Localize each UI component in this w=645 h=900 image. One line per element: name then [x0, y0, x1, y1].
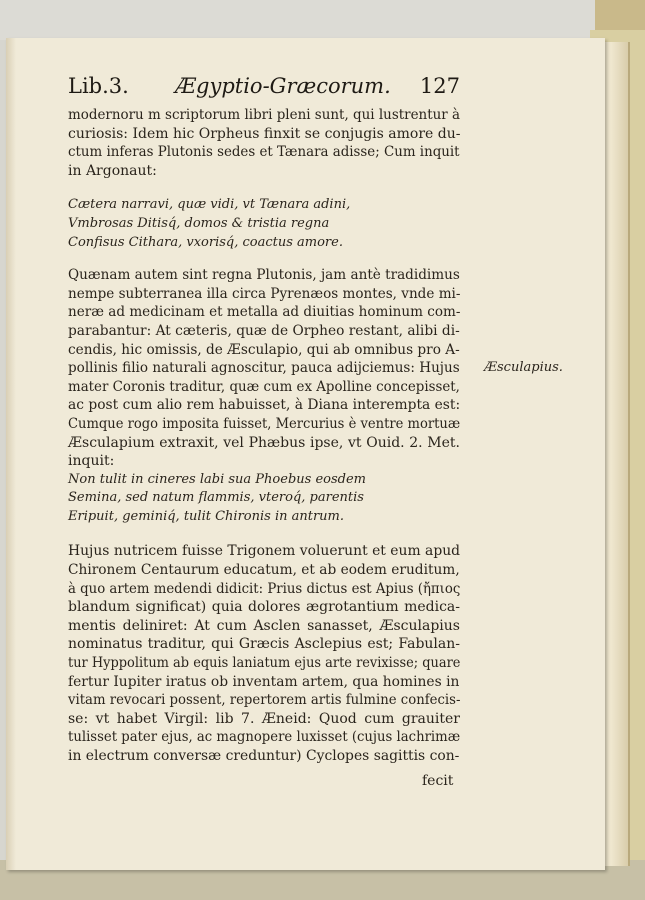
text-line: Cumque rogo imposita fuisset, Mercurius è ventre mortuæ — [68, 415, 461, 432]
text-line: nempe subterranea illa circa Pyrenæos montes, vnde mi- — [68, 285, 461, 302]
text-line: inquit: — [68, 453, 115, 470]
text-line: à quo artem medendi didicit: Prius dictus est Apius (ἤπιος — [68, 580, 461, 597]
book-number: Lib.3. — [68, 74, 129, 98]
text-line: ctum inferas Plutonis sedes et Tænara adisse; Cum inquit — [68, 144, 460, 161]
text-line: modernoru m scriptorum libri pleni sunt, qui lustrentur à — [68, 107, 461, 123]
text-line: tur Hyppolitum ab equis laniatum ejus arte revixisse; quare — [68, 655, 461, 672]
text-line: blandum significat) quia dolores ægrotantium medica- — [68, 599, 460, 616]
text-line: mentis deliniret: At cum Asclen sanasset, Æsculapius — [68, 617, 460, 634]
text-line: tulisset pater ejus, ac magnopere luxisset (cujus lachrimæ — [68, 729, 461, 746]
page-gutter — [6, 38, 16, 870]
text-line: neræ ad medicinam et metalla ad diuitias hominum com- — [68, 304, 461, 321]
verse-line: Non tulit in cineres labi sua Phoebus eosdem — [68, 471, 366, 487]
text-line: fertur Iupiter iratus ob inventam artem, qua homines in — [68, 673, 460, 690]
page-number: 127 — [419, 74, 460, 98]
text-line: Hujus nutricem fuisse Trigonem voluerunt et eum apud — [68, 543, 461, 560]
catchword: fecit — [422, 773, 454, 789]
margin-note: Æsculapius. — [484, 360, 563, 375]
text-line: in electrum conversæ creduntur) Cyclopes sagittis con- — [68, 748, 460, 764]
paragraph-2 — [68, 266, 460, 471]
verse-line: Confisus Cithara, vxorisq́, coactus amore. — [68, 234, 343, 250]
text-line: ac post cum alio rem habuisset, à Diana interempta est: — [68, 397, 461, 414]
verse-line: Semina, sed natum flammis, vteroq́, parentis — [68, 490, 364, 506]
text-line: pollinis filio naturali agnoscitur, pauca adijciemus: Hujus — [68, 360, 460, 377]
verse-quote-2 — [68, 471, 460, 527]
text-line: Quænam autem sint regna Plutonis, jam antè tradidimus — [68, 267, 460, 284]
text-line: curiosis: Idem hic Orpheus finxit se conjugis amore du- — [68, 125, 461, 142]
text-line: mater Coronis traditur, quæ cum ex Apolline concepisset, — [68, 378, 460, 395]
text-line: se: vt habet Virgil: lib 7. Æneid: Quod cum grauiter — [68, 710, 460, 727]
text-line: Æsculapium extraxit, vel Phæbus ipse, vt Ouid. 2. Met. — [68, 434, 460, 451]
text-line: vitam revocari possent, repertorem artis fulmine confecis- — [68, 692, 461, 709]
verse-line: Vmbrosas Ditisq́, domos & tristia regna — [68, 215, 330, 231]
text-line: in Argonaut: — [68, 162, 157, 179]
paragraph-1 — [68, 106, 460, 180]
verse-line: Cætera narravi, quæ vidi, vt Tænara adini, — [68, 197, 351, 213]
running-title: Ægyptio-Græcorum. — [175, 74, 391, 98]
running-head — [68, 74, 460, 100]
text-line: cendis, hic omissis, de Æsculapio, qui ab omnibus pro A- — [68, 341, 460, 358]
verse-line: Eripuit, geminiq́, tulit Chironis in antrum. — [68, 508, 344, 524]
text-line: parabantur: At cæteris, quæ de Orpheo restant, alibi di- — [68, 322, 460, 339]
text-block — [68, 106, 460, 766]
text-line: Chironem Centaurum educatum, et ab eodem eruditum, — [68, 562, 460, 579]
verse-quote-1 — [68, 196, 460, 252]
paragraph-3 — [68, 542, 460, 765]
background-top — [0, 0, 645, 40]
text-line: nominatus traditur, qui Græcis Asclepius est; Fabulan- — [68, 636, 460, 653]
